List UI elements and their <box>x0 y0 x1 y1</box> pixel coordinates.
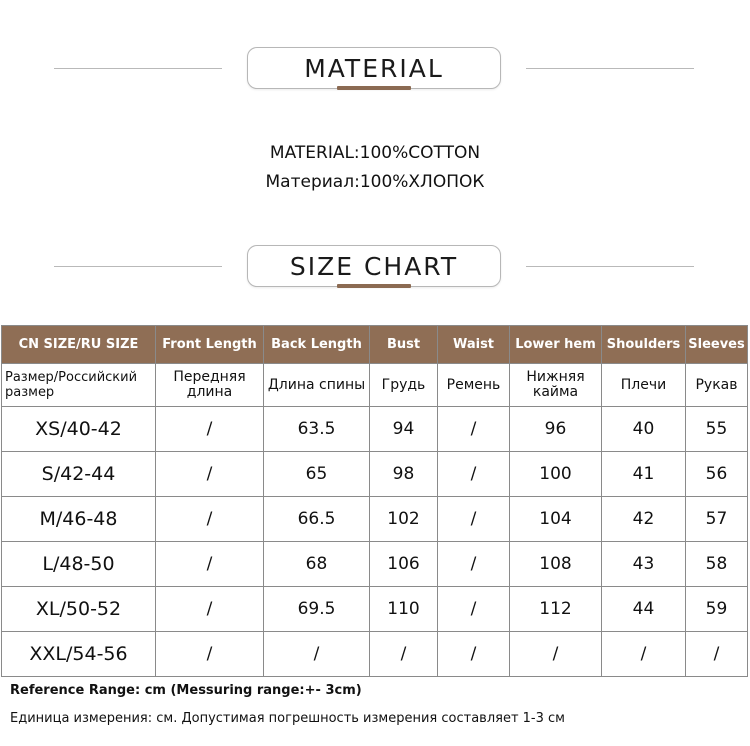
size-table <box>1 325 748 677</box>
size-cell: M/46-48 <box>2 497 156 542</box>
measurement-cell: 98 <box>370 452 438 497</box>
measurement-cell: / <box>438 407 510 452</box>
header-cell-ru: Размер/Российский размер <box>2 364 156 407</box>
measurement-cell: / <box>438 587 510 632</box>
title-accent-bar <box>337 86 411 90</box>
material-ru: Материал:100%ХЛОПОК <box>265 172 485 192</box>
measurement-cell: 58 <box>686 542 748 587</box>
size-cell: XS/40-42 <box>2 407 156 452</box>
measurement-cell: 110 <box>370 587 438 632</box>
measurement-cell: / <box>510 632 602 677</box>
header-cell: CN SIZE/RU SIZE <box>2 326 156 364</box>
measurement-cell: 44 <box>602 587 686 632</box>
size-chart-banner <box>0 245 750 289</box>
material-en: MATERIAL:100%COTTON <box>269 143 481 163</box>
table-row <box>2 632 748 677</box>
header-cell: Lower hem <box>510 326 602 364</box>
measurement-cell: 112 <box>510 587 602 632</box>
measurement-cell: / <box>156 497 264 542</box>
reference-note-en: Reference Range: cm (Messuring range:+- 3cm) <box>10 683 362 698</box>
table-row <box>2 452 748 497</box>
measurement-cell: 55 <box>686 407 748 452</box>
measurement-cell: 100 <box>510 452 602 497</box>
size-chart-title: SIZE CHART <box>247 245 501 287</box>
measurement-cell: 108 <box>510 542 602 587</box>
header-cell-ru: Передняя длина <box>156 364 264 407</box>
divider-line <box>526 266 694 267</box>
header-cell: Back Length <box>264 326 370 364</box>
measurement-cell: 42 <box>602 497 686 542</box>
measurement-cell: 106 <box>370 542 438 587</box>
size-cell: L/48-50 <box>2 542 156 587</box>
header-cell: Front Length <box>156 326 264 364</box>
measurement-cell: / <box>438 452 510 497</box>
table-row <box>2 497 748 542</box>
title-accent-bar <box>337 284 411 288</box>
header-cell: Sleeves <box>686 326 748 364</box>
divider-line <box>54 266 222 267</box>
header-row-ru <box>2 364 748 407</box>
measurement-cell: 59 <box>686 587 748 632</box>
measurement-cell: 68 <box>264 542 370 587</box>
header-cell-ru: Грудь <box>370 364 438 407</box>
measurement-cell: 65 <box>264 452 370 497</box>
size-cell: S/42-44 <box>2 452 156 497</box>
measurement-cell: / <box>602 632 686 677</box>
measurement-cell: 40 <box>602 407 686 452</box>
table-row <box>2 407 748 452</box>
measurement-cell: 43 <box>602 542 686 587</box>
measurement-cell: / <box>156 407 264 452</box>
size-cell: XL/50-52 <box>2 587 156 632</box>
table-row <box>2 587 748 632</box>
reference-note-ru: Единица измерения: см. Допустимая погрешность измерения составляет 1-3 см <box>10 711 565 726</box>
header-cell: Bust <box>370 326 438 364</box>
header-cell-ru: Рукав <box>686 364 748 407</box>
measurement-cell: 41 <box>602 452 686 497</box>
measurement-cell: / <box>156 542 264 587</box>
material-title: MATERIAL <box>247 47 501 89</box>
measurement-cell: / <box>156 452 264 497</box>
measurement-cell: / <box>438 632 510 677</box>
measurement-cell: 104 <box>510 497 602 542</box>
size-cell: XXL/54-56 <box>2 632 156 677</box>
header-cell: Waist <box>438 326 510 364</box>
measurement-cell: / <box>370 632 438 677</box>
divider-line <box>526 68 694 69</box>
measurement-cell: 57 <box>686 497 748 542</box>
measurement-cell: 96 <box>510 407 602 452</box>
measurement-cell: / <box>686 632 748 677</box>
measurement-cell: / <box>156 632 264 677</box>
divider-line <box>54 68 222 69</box>
measurement-cell: / <box>438 497 510 542</box>
header-cell: Shoulders <box>602 326 686 364</box>
header-row <box>2 326 748 364</box>
measurement-cell: / <box>156 587 264 632</box>
measurement-cell: / <box>264 632 370 677</box>
material-banner <box>0 47 750 91</box>
header-cell-ru: Плечи <box>602 364 686 407</box>
header-cell-ru: Длина спины <box>264 364 370 407</box>
measurement-cell: 56 <box>686 452 748 497</box>
measurement-cell: / <box>438 542 510 587</box>
header-cell-ru: Ремень <box>438 364 510 407</box>
header-cell-ru: Нижняя кайма <box>510 364 602 407</box>
measurement-cell: 63.5 <box>264 407 370 452</box>
table-row <box>2 542 748 587</box>
measurement-cell: 66.5 <box>264 497 370 542</box>
measurement-cell: 69.5 <box>264 587 370 632</box>
measurement-cell: 94 <box>370 407 438 452</box>
measurement-cell: 102 <box>370 497 438 542</box>
